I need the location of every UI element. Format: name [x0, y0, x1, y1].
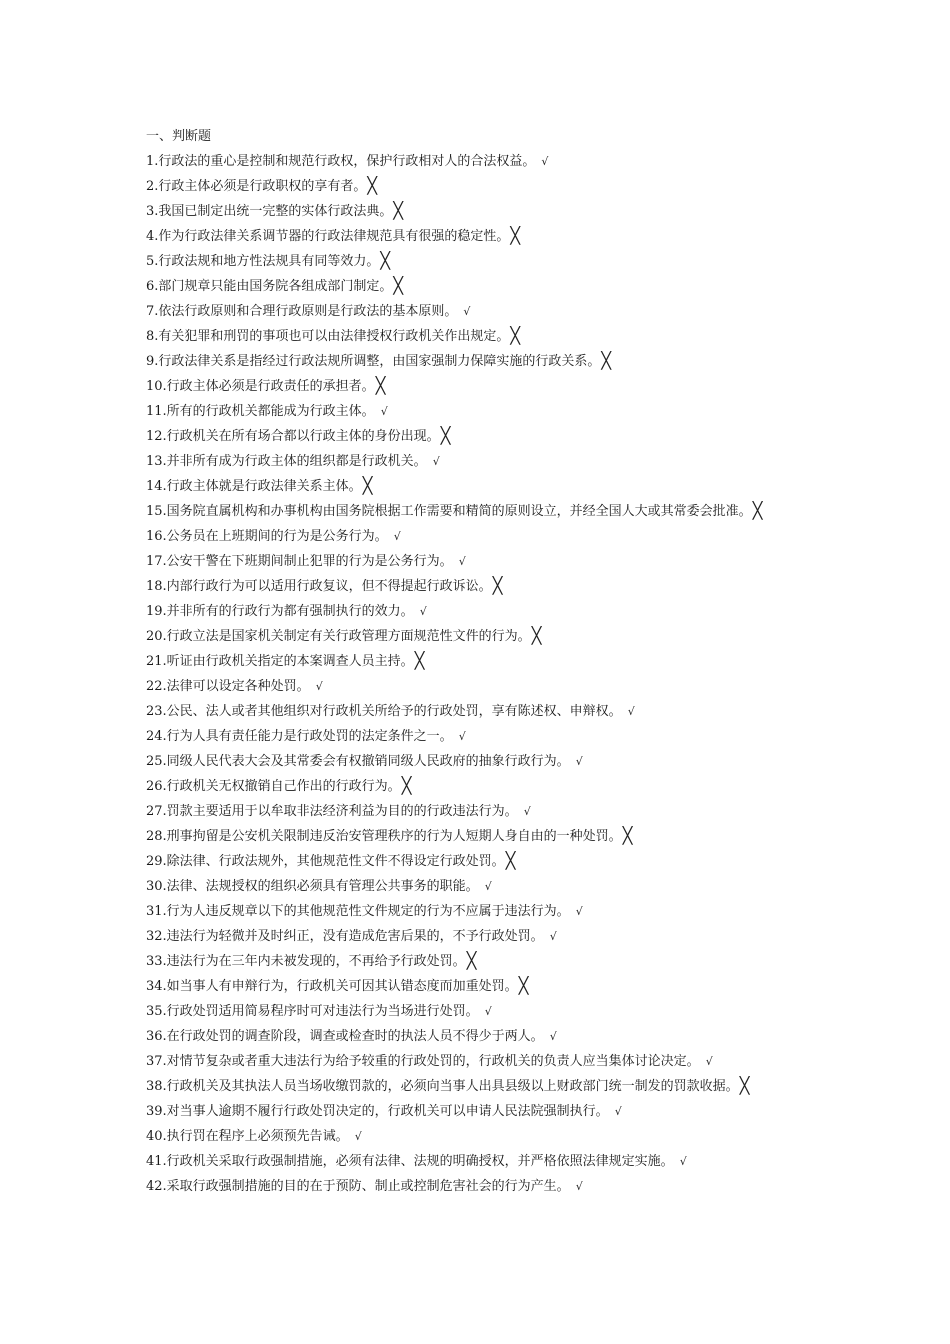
question-text: 38.行政机关及其执法人员当场收缴罚款的，必须向当事人出具县级以上财政部门统一制发的罚款收据。: [146, 1079, 739, 1094]
cross-mark-icon: ╳: [505, 851, 516, 870]
question-item: [146, 649, 826, 674]
question-text: 8.有关犯罪和刑罚的事项也可以由法律授权行政机关作出规定。: [146, 329, 510, 344]
question-item: [146, 674, 826, 699]
question-item: [146, 474, 826, 499]
question-item: [146, 924, 826, 949]
cross-mark-icon: ╳: [518, 976, 529, 995]
question-text: 33.违法行为在三年内未被发现的，不再给予行政处罚。: [146, 954, 466, 969]
question-item: [146, 349, 826, 374]
question-text: 34.如当事人有申辩行为，行政机关可因其认错态度而加重处罚。: [146, 979, 518, 994]
question-item: [146, 249, 826, 274]
question-item: [146, 849, 826, 874]
question-text: 29.除法律、行政法规外，其他规范性文件不得设定行政处罚。: [146, 854, 505, 869]
question-item: [146, 1074, 826, 1099]
question-text: 20.行政立法是国家机关制定有关行政管理方面规范性文件的行为。: [146, 629, 531, 644]
question-item: [146, 749, 826, 774]
check-mark-icon: √: [484, 880, 492, 893]
cross-mark-icon: ╳: [739, 1076, 750, 1095]
question-text: 36.在行政处罚的调查阶段，调查或检查时的执法人员不得少于两人。: [146, 1029, 544, 1044]
question-item: [146, 974, 826, 999]
cross-mark-icon: ╳: [601, 351, 612, 370]
question-text: 42.采取行政强制措施的目的在于预防、制止或控制危害社会的行为产生。: [146, 1179, 570, 1194]
question-item: [146, 324, 826, 349]
question-text: 10.行政主体必须是行政责任的承担者。: [146, 379, 375, 394]
question-text: 21.听证由行政机关指定的本案调查人员主持。: [146, 654, 414, 669]
cross-mark-icon: ╳: [440, 426, 451, 445]
question-item: [146, 1024, 826, 1049]
check-mark-icon: √: [575, 755, 583, 768]
check-mark-icon: √: [432, 455, 440, 468]
question-text: 25.同级人民代表大会及其常委会有权撤销同级人民政府的抽象行政行为。: [146, 754, 570, 769]
question-item: [146, 524, 826, 549]
check-mark-icon: √: [705, 1055, 713, 1068]
section-title: 一、判断题: [146, 129, 212, 144]
question-item: [146, 1099, 826, 1124]
question-text: 35.行政处罚适用简易程序时可对违法行为当场进行处罚。: [146, 1004, 479, 1019]
question-text: 27.罚款主要适用于以牟取非法经济利益为目的的行政违法行为。: [146, 804, 518, 819]
question-text: 16.公务员在上班期间的行为是公务行为。: [146, 529, 388, 544]
question-item: [146, 499, 826, 524]
question-item: [146, 699, 826, 724]
cross-mark-icon: ╳: [510, 326, 521, 345]
question-text: 41.行政机关采取行政强制措施，必须有法律、法规的明确授权，并严格依照法律规定实施。: [146, 1154, 674, 1169]
question-text: 19.并非所有的行政行为都有强制执行的效力。: [146, 604, 414, 619]
check-mark-icon: √: [549, 930, 557, 943]
question-item: [146, 1049, 826, 1074]
cross-mark-icon: ╳: [510, 226, 521, 245]
question-item: [146, 449, 826, 474]
question-item: [146, 899, 826, 924]
question-item: [146, 1174, 826, 1199]
question-text: 3.我国已制定出统一完整的实体行政法典。: [146, 204, 393, 219]
check-mark-icon: √: [458, 730, 466, 743]
check-mark-icon: √: [354, 1130, 362, 1143]
question-item: [146, 299, 826, 324]
question-text: 18.内部行政行为可以适用行政复议，但不得提起行政诉讼。: [146, 579, 492, 594]
question-text: 9.行政法律关系是指经过行政法规所调整，由国家强制力保障实施的行政关系。: [146, 354, 601, 369]
question-text: 7.依法行政原则和合理行政原则是行政法的基本原则。: [146, 304, 458, 319]
question-item: [146, 774, 826, 799]
question-text: 4.作为行政法律关系调节器的行政法律规范具有很强的稳定性。: [146, 229, 510, 244]
question-item: [146, 874, 826, 899]
question-item: [146, 824, 826, 849]
question-text: 31.行为人违反规章以下的其他规范性文件规定的行为不应属于违法行为。: [146, 904, 570, 919]
cross-mark-icon: ╳: [375, 376, 386, 395]
cross-mark-icon: ╳: [622, 826, 633, 845]
question-text: 12.行政机关在所有场合都以行政主体的身份出现。: [146, 429, 440, 444]
question-text: 30.法律、法规授权的组织必须具有管理公共事务的职能。: [146, 879, 479, 894]
question-item: [146, 424, 826, 449]
question-item: [146, 1149, 826, 1174]
question-item: [146, 724, 826, 749]
check-mark-icon: √: [575, 905, 583, 918]
question-item: [146, 949, 826, 974]
document-page: [146, 124, 826, 1199]
question-item: [146, 624, 826, 649]
question-text: 15.国务院直属机构和办事机构由国务院根据工作需要和精简的原则设立，并经全国人大或其常委会批准。: [146, 504, 752, 519]
check-mark-icon: √: [315, 680, 323, 693]
cross-mark-icon: ╳: [531, 626, 542, 645]
cross-mark-icon: ╳: [393, 276, 404, 295]
question-text: 1.行政法的重心是控制和规范行政权，保护行政相对人的合法权益。: [146, 154, 536, 169]
question-item: [146, 399, 826, 424]
question-item: [146, 1124, 826, 1149]
question-item: [146, 149, 826, 174]
question-item: [146, 274, 826, 299]
check-mark-icon: √: [523, 805, 531, 818]
question-text: 22.法律可以设定各种处罚。: [146, 679, 310, 694]
question-item: [146, 549, 826, 574]
question-text: 32.违法行为轻微并及时纠正，没有造成危害后果的，不予行政处罚。: [146, 929, 544, 944]
cross-mark-icon: ╳: [466, 951, 477, 970]
question-text: 13.并非所有成为行政主体的组织都是行政机关。: [146, 454, 427, 469]
check-mark-icon: √: [393, 530, 401, 543]
question-text: 2.行政主体必须是行政职权的享有者。: [146, 179, 367, 194]
question-text: 23.公民、法人或者其他组织对行政机关所给予的行政处罚，享有陈述权、申辩权。: [146, 704, 622, 719]
cross-mark-icon: ╳: [401, 776, 412, 795]
check-mark-icon: √: [549, 1030, 557, 1043]
question-text: 26.行政机关无权撤销自己作出的行政行为。: [146, 779, 401, 794]
question-item: [146, 799, 826, 824]
judgment-question-list: [146, 149, 826, 1199]
check-mark-icon: √: [614, 1105, 622, 1118]
cross-mark-icon: ╳: [492, 576, 503, 595]
question-item: [146, 599, 826, 624]
question-item: [146, 374, 826, 399]
check-mark-icon: √: [541, 155, 549, 168]
question-text: 14.行政主体就是行政法律关系主体。: [146, 479, 362, 494]
question-text: 28.刑事拘留是公安机关限制违反治安管理秩序的行为人短期人身自由的一种处罚。: [146, 829, 622, 844]
cross-mark-icon: ╳: [367, 176, 378, 195]
check-mark-icon: √: [419, 605, 427, 618]
check-mark-icon: √: [458, 555, 466, 568]
cross-mark-icon: ╳: [362, 476, 373, 495]
question-text: 11.所有的行政机关都能成为行政主体。: [146, 404, 375, 419]
question-text: 17.公安干警在下班期间制止犯罪的行为是公务行为。: [146, 554, 453, 569]
check-mark-icon: √: [679, 1155, 687, 1168]
question-item: [146, 224, 826, 249]
question-item: [146, 199, 826, 224]
cross-mark-icon: ╳: [393, 201, 404, 220]
cross-mark-icon: ╳: [752, 501, 763, 520]
check-mark-icon: √: [380, 405, 388, 418]
check-mark-icon: √: [627, 705, 635, 718]
question-item: [146, 999, 826, 1024]
cross-mark-icon: ╳: [380, 251, 391, 270]
question-text: 40.执行罚在程序上必须预先告诫。: [146, 1129, 349, 1144]
check-mark-icon: √: [463, 305, 471, 318]
check-mark-icon: √: [484, 1005, 492, 1018]
question-item: [146, 174, 826, 199]
question-text: 39.对当事人逾期不履行行政处罚决定的，行政机关可以申请人民法院强制执行。: [146, 1104, 609, 1119]
question-item: [146, 574, 826, 599]
cross-mark-icon: ╳: [414, 651, 425, 670]
question-text: 24.行为人具有责任能力是行政处罚的法定条件之一。: [146, 729, 453, 744]
question-text: 37.对情节复杂或者重大违法行为给予较重的行政处罚的，行政机关的负责人应当集体讨论决定。: [146, 1054, 700, 1069]
check-mark-icon: √: [575, 1180, 583, 1193]
question-text: 6.部门规章只能由国务院各组成部门制定。: [146, 279, 393, 294]
question-text: 5.行政法规和地方性法规具有同等效力。: [146, 254, 380, 269]
